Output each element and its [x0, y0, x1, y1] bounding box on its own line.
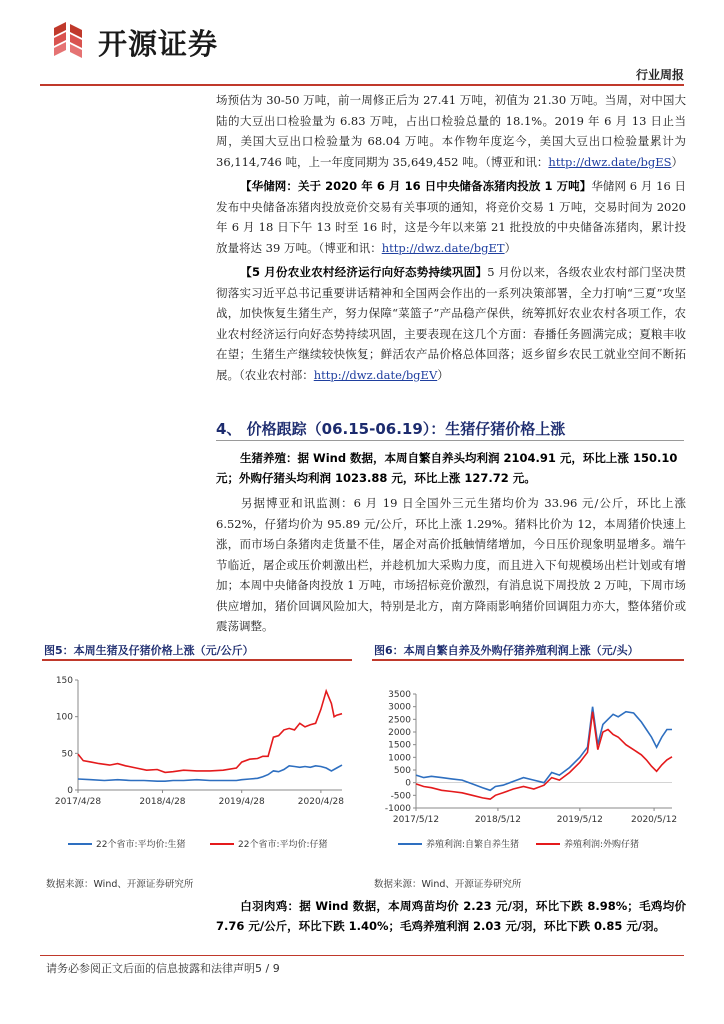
section-divider [216, 440, 684, 441]
figure-5-source: 数据来源：Wind、开源证券研究所 [46, 879, 194, 890]
y-tick-label: 150 [55, 676, 73, 686]
paragraph-agri-economy [216, 262, 686, 385]
legend-label-2: 22个省市:平均价:仔猪 [238, 840, 328, 850]
paragraph-text: 华储网 6 月 16 日发布中央储备冻猪肉投放竞价交易有关事项的通知，将竞价交易 1 万吨，交易时间为 2020 年 6 月 18 日下午 13 时至 16 时，这是今年以来第 21 批投放的中央储备冻猪肉，累计投放量将达 39 万吨。（博亚和讯： [216, 179, 686, 255]
paragraph-soybean-exports [216, 90, 686, 172]
broiler-summary-text: 白羽肉鸡：据 Wind 数据，本周鸡苗均价 2.23 元/羽，环比下跌 8.98%；毛鸡均价 7.76 元/公斤，环比下跌 1.40%；毛鸡养殖利润 2.03 元/羽，环比下跌 0.85 元/羽。 [216, 899, 686, 933]
footer-page-number: 5 / 9 [255, 962, 280, 975]
y-tick-label: -500 [390, 791, 411, 802]
paragraph-text: 另据博亚和讯监测：6 月 19 日全国外三元生猪均价为 33.96 元/公斤，环比上涨 6.52%，仔猪均价为 95.89 元/公斤，环比上涨 1.29%。猪料比价为 12，本周猪价快速上涨，而市场白条猪肉走货量不佳，屠企对高价抵触情绪增加，今日压价现象明显增多。端午节临近，屠企或压价刺激出栏，并趁机加大采购力度，而且进入下旬规模场出栏计划或有增加；本周中央储备肉投放 1 万吨，市场招标竞价激烈，有消息说下周投放 2 万吨，下周市场供应增加，猪价回调风险加大，特别是北方，南方降雨影响猪价回调阻力亦大，整体猪价或震荡调整。 [216, 496, 686, 633]
y-tick-label: 2000 [388, 728, 411, 738]
footer-divider [40, 955, 684, 956]
figure-5-divider [42, 659, 352, 661]
hog-summary-text: 生猪养殖：据 Wind 数据，本周自繁自养头均利润 2104.91 元，环比上涨 150.10 元；外购仔猪头均利润 1023.88 元，环比上涨 127.72 元。 [216, 451, 678, 485]
y-tick-label: 50 [61, 749, 73, 760]
legend-label-1: 22个省市:平均价:生猪 [96, 840, 186, 850]
series-line-2 [416, 712, 672, 799]
figure-6-divider [372, 659, 684, 661]
paragraph-end: ） [437, 367, 449, 382]
paragraph-end: ） [671, 154, 683, 169]
y-tick-label: 0 [405, 778, 411, 789]
y-tick-label: -1000 [384, 804, 411, 814]
x-tick-label: 2017/4/28 [54, 797, 102, 807]
figure-5-chart [42, 662, 354, 862]
paragraph-frozen-pork-release [216, 176, 686, 258]
legend-label-2: 养殖利润:外购仔猪 [564, 840, 640, 850]
series-line-2 [78, 691, 342, 772]
broiler-summary [216, 896, 686, 936]
figure-6-source: 数据来源：Wind、开源证券研究所 [374, 879, 522, 890]
figure-6-svg [372, 662, 686, 862]
paragraph-text: 5 月份以来，各级农业农村部门坚决贯彻落实习近平总书记重要讲话精神和全国两会作出的一系列决策部署，全力打响“三夏”攻坚战，加快恢复生猪生产，努力保障“菜篮子”产品稳产保供，统筹抓好农业农村各项工作，农业农村经济运行向好态势持续巩固，主要表现在这几个方面：春播任务圆满完成；夏粮丰收在望；生猪生产继续较快恢复；鲜活农产品价格总体回落；返乡留乡农民工就业空间不断拓展。（农业农村部： [216, 265, 686, 382]
source-link[interactable]: http://dwz.date/bgEV [313, 367, 438, 382]
paragraph-heading: 【华储网：关于 2020 年 6 月 16 日中央储备冻猪肉投放 1 万吨】 [240, 179, 592, 193]
brand-name: 开源证券 [98, 27, 219, 61]
header-divider [40, 84, 684, 86]
source-link[interactable]: http://dwz.date/bgES [548, 154, 672, 169]
paragraph-text: 场预估为 30-50 万吨，前一周修正后为 27.41 万吨，初值为 21.30 万吨。当周，对中国大陆的大豆出口检验量为 6.83 万吨，占出口检验总量的 18.1%。2019 年 6 月 13 日止当周，美国大豆出口检验量为 68.04 万吨。本作物年度迄今，美国大豆出口检验量累计为 36,114,746 吨，上一年度同期为 35,649,452 吨。（博亚和讯： [216, 93, 686, 169]
figure-6-title: 图6：本周自繁自养及外购仔猪养殖利润上涨（元/头） [374, 644, 639, 657]
section-title: 4、 价格跟踪（06.15-06.19）：生猪仔猪价格上涨 [216, 420, 566, 438]
y-tick-label: 3500 [388, 690, 411, 700]
x-tick-label: 2019/4/28 [218, 797, 265, 807]
y-tick-label: 100 [55, 712, 73, 723]
y-tick-label: 500 [393, 766, 411, 776]
y-tick-label: 3000 [388, 702, 411, 713]
x-tick-label: 2019/5/12 [556, 815, 603, 825]
y-tick-label: 2500 [388, 715, 411, 726]
paragraph-heading: 【5 月份农业农村经济运行向好态势持续巩固】 [240, 265, 488, 279]
x-tick-label: 2020/4/28 [297, 797, 344, 807]
hog-farming-summary [216, 448, 686, 488]
source-link[interactable]: http://dwz.date/bgET [381, 240, 505, 255]
footer [46, 960, 280, 976]
footer-disclaimer: 请务必参阅正文后面的信息披露和法律声明 [46, 962, 255, 975]
y-tick-label: 1000 [388, 753, 411, 764]
x-tick-label: 2020/5/12 [631, 815, 678, 825]
x-tick-label: 2018/4/28 [139, 797, 186, 807]
legend-label-1: 养殖利润:自繁自养生猪 [426, 840, 520, 850]
report-type-label: 行业周报 [635, 68, 684, 82]
x-tick-label: 2018/5/12 [474, 815, 521, 825]
x-tick-label: 2017/5/12 [392, 815, 440, 825]
figure-5-svg [42, 662, 354, 862]
y-tick-label: 1500 [388, 740, 411, 751]
paragraph-hog-price-monitoring [216, 493, 686, 637]
figure-6-chart [372, 662, 686, 862]
series-line-1 [78, 765, 342, 781]
y-tick-label: 0 [67, 786, 73, 796]
series-line-1 [416, 707, 672, 791]
figure-5-title: 图5：本周生猪及仔猪价格上涨（元/公斤） [44, 644, 254, 657]
paragraph-end: ） [504, 240, 517, 255]
